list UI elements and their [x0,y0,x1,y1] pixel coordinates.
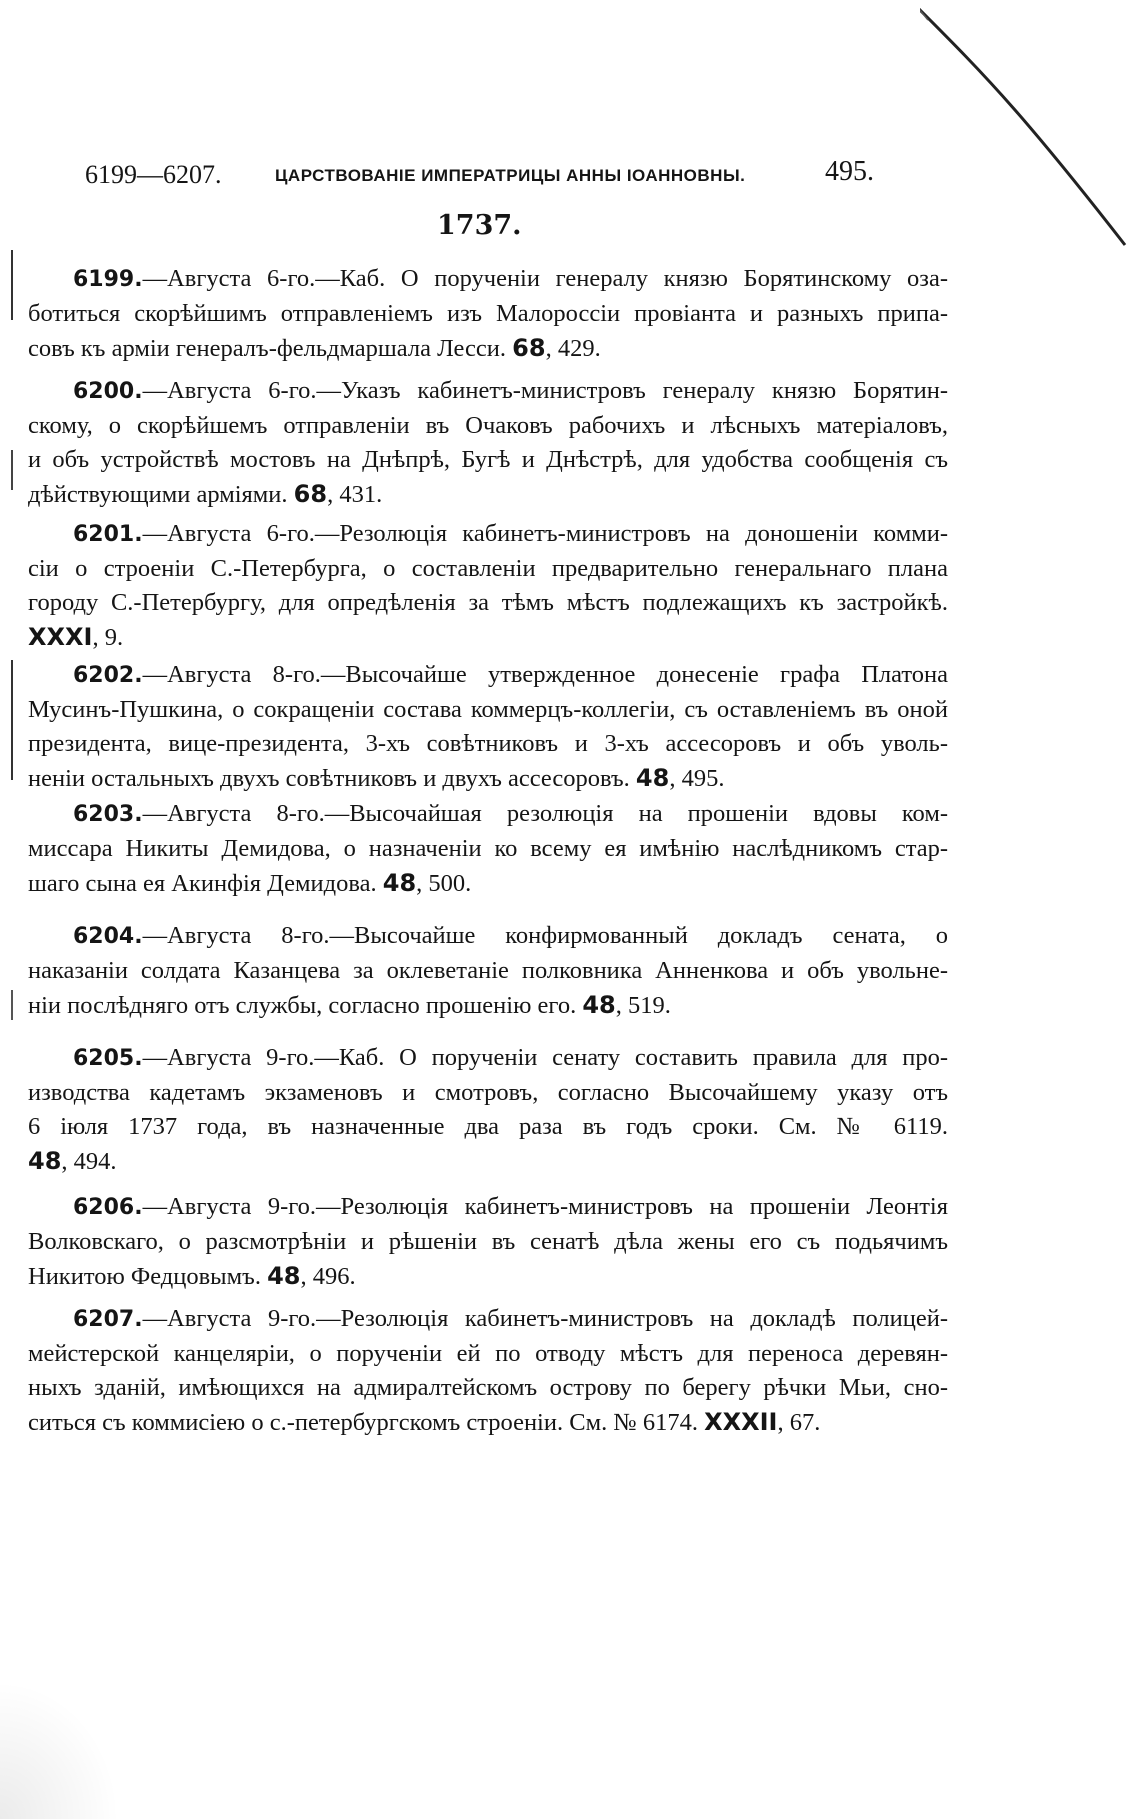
entry-line [28,552,948,586]
entry-text: ботиться скорѣйшимъ отправленіемъ изъ Малороссіи провіанта и разныхъ припа- [28,300,948,327]
entry [28,658,948,796]
entry-line [28,1225,948,1259]
volume-reference: 48 [635,764,670,792]
page-reference: , 496. [300,1263,356,1290]
entry-text: ніи послѣдняго отъ службы, согласно прошенію его. [28,992,583,1019]
running-header [85,152,875,192]
entry-line [28,954,948,988]
entry-line [28,1190,948,1225]
entry-text: —Августа 9-го.—Каб. О порученіи сенату составить правила для про- [142,1044,948,1071]
entry-line [28,1302,948,1337]
entry-line [28,620,948,655]
entry-range: 6199—6207. [85,160,222,189]
entry [28,517,948,655]
page-reference: , 67. [777,1409,821,1436]
entry [28,797,948,901]
entry-line [28,1371,948,1405]
entry-text: и объ устройствѣ мостовъ на Днѣпрѣ, Бугѣ и Днѣстрѣ, для удобства сообщенія съ [28,446,948,473]
entry-number: 6207. [73,1307,143,1332]
entry-line [28,262,948,297]
entry-text: —Августа 6-го.—Резолюція кабинетъ-министровъ на доношеніи комми- [142,520,948,547]
entry-line [28,297,948,331]
entry-text: 6 іюля 1737 года, въ назначенные два раза въ годъ сроки. См. № 6119. [28,1113,948,1140]
entry-text: совъ къ арміи генералъ-фельдмаршала Лесси. [28,335,513,362]
entry-line [28,409,948,443]
page-reference: , 500. [416,870,472,897]
entry-number: 6204. [73,924,143,949]
entry-text: миссара Никиты Демидова, о назначеніи ко всему ея имѣнію наслѣдникомъ стар- [28,835,948,862]
volume-reference: 48 [28,1147,62,1175]
scan-edge-stroke [920,0,1140,260]
entry-text: —Августа 6-го.—Указъ кабинетъ-министровъ генералу князю Борятин- [142,377,948,404]
entry [28,1302,948,1440]
entry-line [28,658,948,693]
page-reference: , 9. [92,624,124,651]
volume-reference: 68 [293,480,328,508]
volume-reference: 48 [582,991,616,1019]
header-title: ЦАРСТВОВАНІЕ ИМПЕРАТРИЦЫ АННЫ ІОАННОВНЫ. [275,166,746,185]
entry-number: 6200. [73,379,143,404]
entry-text: дѣйствующими арміями. [28,481,294,508]
entry-number: 6205. [73,1046,143,1071]
entry-number: 6199. [73,267,143,292]
entry-text: изводства кадетамъ экзаменовъ и смотровъ, согласно Высочайшему указу отъ [28,1079,948,1106]
entry-number: 6206. [73,1195,143,1220]
page-reference: , 519. [615,992,671,1019]
entry-text: сіи о строеніи С.-Петербурга, о составленіи предварительно генеральнаго плана [28,555,948,582]
volume-reference: 68 [512,334,546,362]
entry-line [28,988,948,1023]
entry-text: Мусинъ-Пушкина, о сокращеніи состава коммерцъ-коллегіи, съ оставленіемъ въ оной [28,696,948,723]
entry [28,919,948,1023]
volume-reference: 48 [382,869,417,897]
entry [28,1190,948,1294]
entry-text: —Августа 9-го.—Резолюція кабинетъ-министровъ на докладѣ полицей- [142,1305,948,1332]
entry-text: ситься съ коммисіею о с.-петербургскомъ строеніи. См. № 6174. [28,1409,705,1436]
entry-text: Волковскаго, о разсмотрѣніи и рѣшеніи въ сенатѣ дѣла жены его съ подьячимъ [28,1228,948,1255]
entry-line [28,1076,948,1110]
scan-corner-shadow [0,1680,120,1819]
entry-line [28,866,948,901]
volume-reference: XXXII [704,1408,778,1436]
entry-line [28,1144,948,1179]
page-number: 495. [825,156,874,187]
entry-text: скому, о скорѣйшемъ отправленіи въ Очаковъ рабочихъ и лѣсныхъ матеріаловъ, [28,412,948,439]
entry-line [28,1041,948,1076]
page-reference: , 494. [61,1148,117,1175]
entry-text: неніи остальныхъ двухъ совѣтниковъ и двухъ ассесоровъ. [28,765,636,792]
entry-line [28,477,948,512]
entry-text: —Августа 8-го.—Высочайшая резолюція на прошеніи вдовы ком- [142,800,948,827]
entry-number: 6202. [73,663,143,688]
entry-line [28,1337,948,1371]
entry-line [28,1405,948,1440]
entry-line [28,443,948,477]
entry-text: наказаніи солдата Казанцева за оклеветаніе полковника Анненкова и объ увольне- [28,957,948,984]
entry-text: —Августа 6-го.—Каб. О порученіи генералу князю Борятинскому оза- [142,265,948,292]
page-reference: , 495. [669,765,725,792]
entry-text: мейстерской канцеляріи, о порученіи ей по отводу мѣстъ для переноса деревян- [28,1340,948,1367]
entry-text: ныхъ зданій, имѣющихся на адмиралтейскомъ острову по берегу рѣчки Мьи, сно- [28,1374,948,1401]
entry-text: Никитою Федцовымъ. [28,1263,268,1290]
entry-line [28,727,948,761]
entry-text: —Августа 8-го.—Высочайше утвержденное донесеніе графа Платона [142,661,948,688]
entry-text: —Августа 8-го.—Высочайше конфирмованный докладъ сената, о [142,922,948,949]
entry-line [28,374,948,409]
entry-line [28,832,948,866]
entry-line [28,919,948,954]
entry-line [28,797,948,832]
entry-line [28,1110,948,1144]
entry-number: 6201. [73,522,143,547]
entry-text: городу С.-Петербургу, для опредѣленія за тѣмъ мѣстъ подлежащихъ къ застройкѣ. [28,589,948,616]
entry-line [28,586,948,620]
entry-line [28,331,948,366]
entry-line [28,693,948,727]
entry-line [28,761,948,796]
page-reference: , 431. [327,481,383,508]
volume-reference: 48 [267,1262,301,1290]
scan-left-edge [10,250,16,1600]
entry-line [28,1259,948,1294]
entry [28,262,948,366]
entry-number: 6203. [73,802,143,827]
entry-text: шаго сына ея Акинфія Демидова. [28,870,383,897]
entry-line [28,517,948,552]
year-heading: 1737. [437,210,522,241]
entry-text: президента, вице-президента, 3-хъ совѣтниковъ и 3-хъ ассесоровъ и объ уволь- [28,730,948,757]
entry [28,374,948,512]
volume-reference: XXXI [28,623,93,651]
entry [28,1041,948,1179]
page-reference: , 429. [545,335,601,362]
entry-text: —Августа 9-го.—Резолюція кабинетъ-министровъ на прошеніи Леонтія [142,1193,948,1220]
